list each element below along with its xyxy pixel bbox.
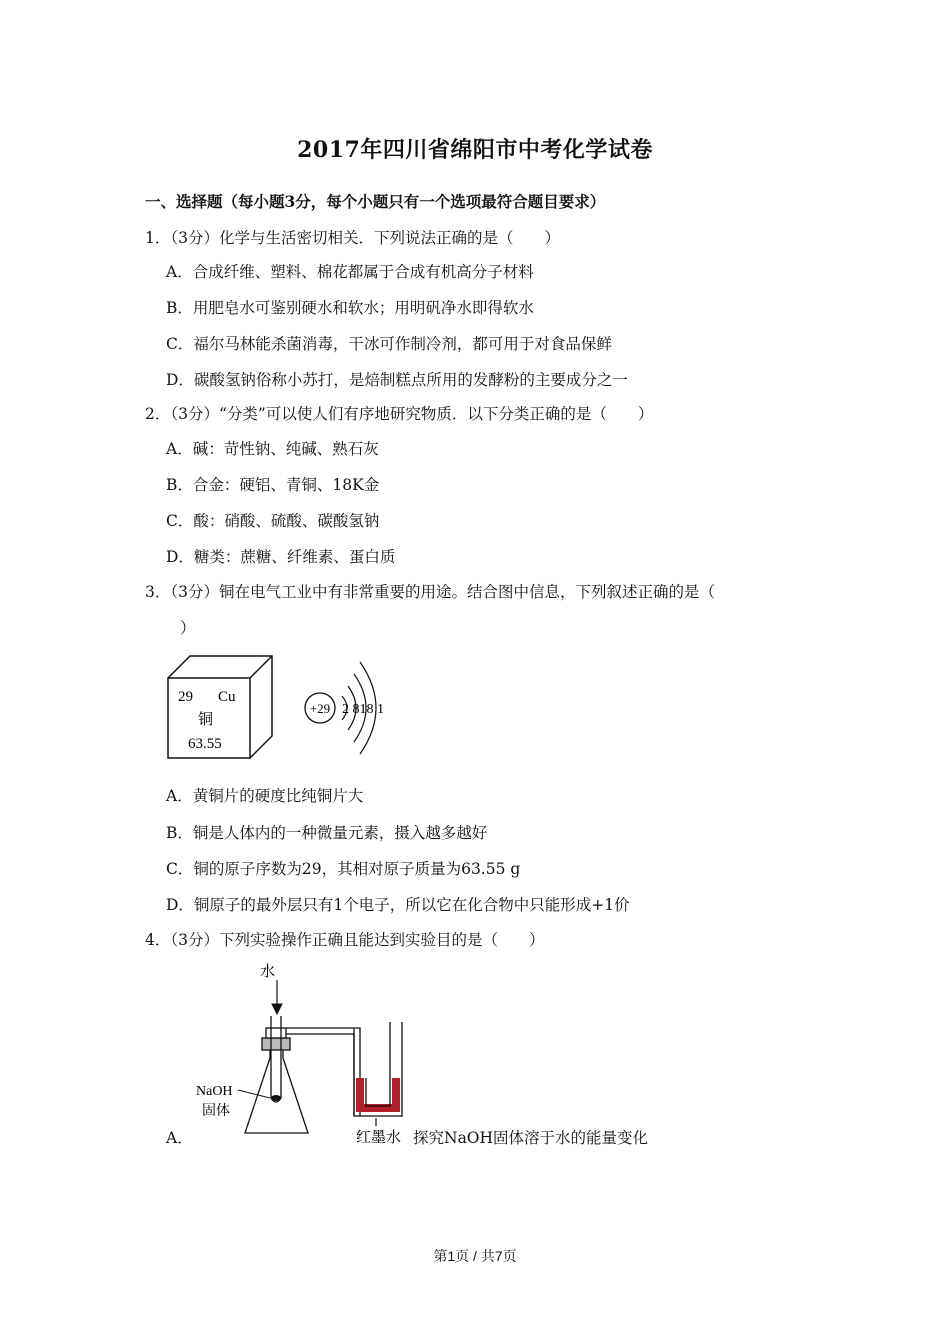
element-name: 铜 — [198, 712, 214, 728]
experiment-apparatus-figure — [190, 958, 415, 1150]
ink-label: 红墨水 — [356, 1130, 402, 1146]
element-symbol: Cu — [218, 689, 236, 705]
question-2-option-d: D．糖类：蔗糖、纤维素、蛋白质 — [166, 548, 396, 566]
electron-shell-numbers: 2 818 1 — [342, 702, 384, 717]
question-2-option-b: B．合金：硬铝、青铜、18K金 — [166, 476, 380, 494]
question-3-option-c: C．铜的原子序数为29，其相对原子质量为63.55 g — [166, 860, 521, 878]
conical-flask — [245, 1048, 308, 1133]
question-2-stem: 2．（3分）“分类”可以使人们有序地研究物质．以下分类正确的是（ ） — [145, 405, 654, 423]
question-1-stem: 1．（3分）化学与生活密切相关．下列说法正确的是（ ） — [145, 229, 560, 247]
section-heading: 一、选择题（每小题3分，每个小题只有一个选项最符合题目要求） — [145, 192, 606, 211]
question-2-option-a: A．碱：苛性钠、纯碱、熟石灰 — [166, 440, 379, 458]
question-3-option-a: A．黄铜片的硬度比纯铜片大 — [166, 787, 364, 805]
nucleus-charge: +29 — [309, 701, 331, 716]
question-1-option-c: C．福尔马林能杀菌消毒，干冰可作制冷剂，都可用于对食品保鲜 — [166, 335, 612, 353]
question-2-option-c: C．酸：硝酸、硫酸、碳酸氢钠 — [166, 512, 380, 530]
question-3-option-d: D．铜原子的最外层只有1个电子，所以它在化合物中只能形成+1价 — [166, 896, 630, 914]
naoh-label: NaOH — [196, 1084, 233, 1099]
question-3-stem-end: ） — [180, 619, 196, 637]
page-title: 2017年四川省绵阳市中考化学试卷 — [297, 137, 653, 163]
solid-label: 固体 — [202, 1104, 230, 1119]
delivery-tube — [286, 1028, 360, 1116]
atomic-mass: 63.55 — [188, 736, 222, 752]
page-footer: 第1页 / 共7页 — [433, 1248, 517, 1264]
u-tube — [354, 1022, 402, 1116]
copper-figure — [160, 650, 410, 762]
rubber-stopper — [262, 1028, 290, 1050]
question-4-option-a-label: A． — [166, 1129, 193, 1147]
question-1-option-b: B．用肥皂水可鉴别硬水和软水；用明矾净水即得软水 — [166, 299, 534, 317]
question-1-option-d: D．碳酸氢钠俗称小苏打，是焙制糕点所用的发酵粉的主要成分之一 — [166, 371, 628, 389]
question-3-option-b: B．铜是人体内的一种微量元素，摄入越多越好 — [166, 824, 488, 842]
atomic-number: 29 — [178, 689, 193, 705]
question-1-option-a: A．合成纤维、塑料、棉花都属于合成有机高分子材料 — [166, 263, 534, 281]
water-label: 水 — [260, 964, 276, 980]
question-4-option-a-text: 探究NaOH固体溶于水的能量变化 — [413, 1129, 649, 1147]
atomic-structure-diagram — [305, 662, 384, 754]
naoh-solid — [271, 1095, 281, 1101]
question-4-stem: 4．（3分）下列实验操作正确且能达到实验目的是（ ） — [145, 931, 545, 949]
question-3-stem: 3．（3分）铜在电气工业中有非常重要的用途。结合图中信息，下列叙述正确的是（ — [145, 583, 715, 601]
naoh-pointer — [238, 1090, 270, 1098]
water-arrow-icon — [272, 980, 282, 1014]
